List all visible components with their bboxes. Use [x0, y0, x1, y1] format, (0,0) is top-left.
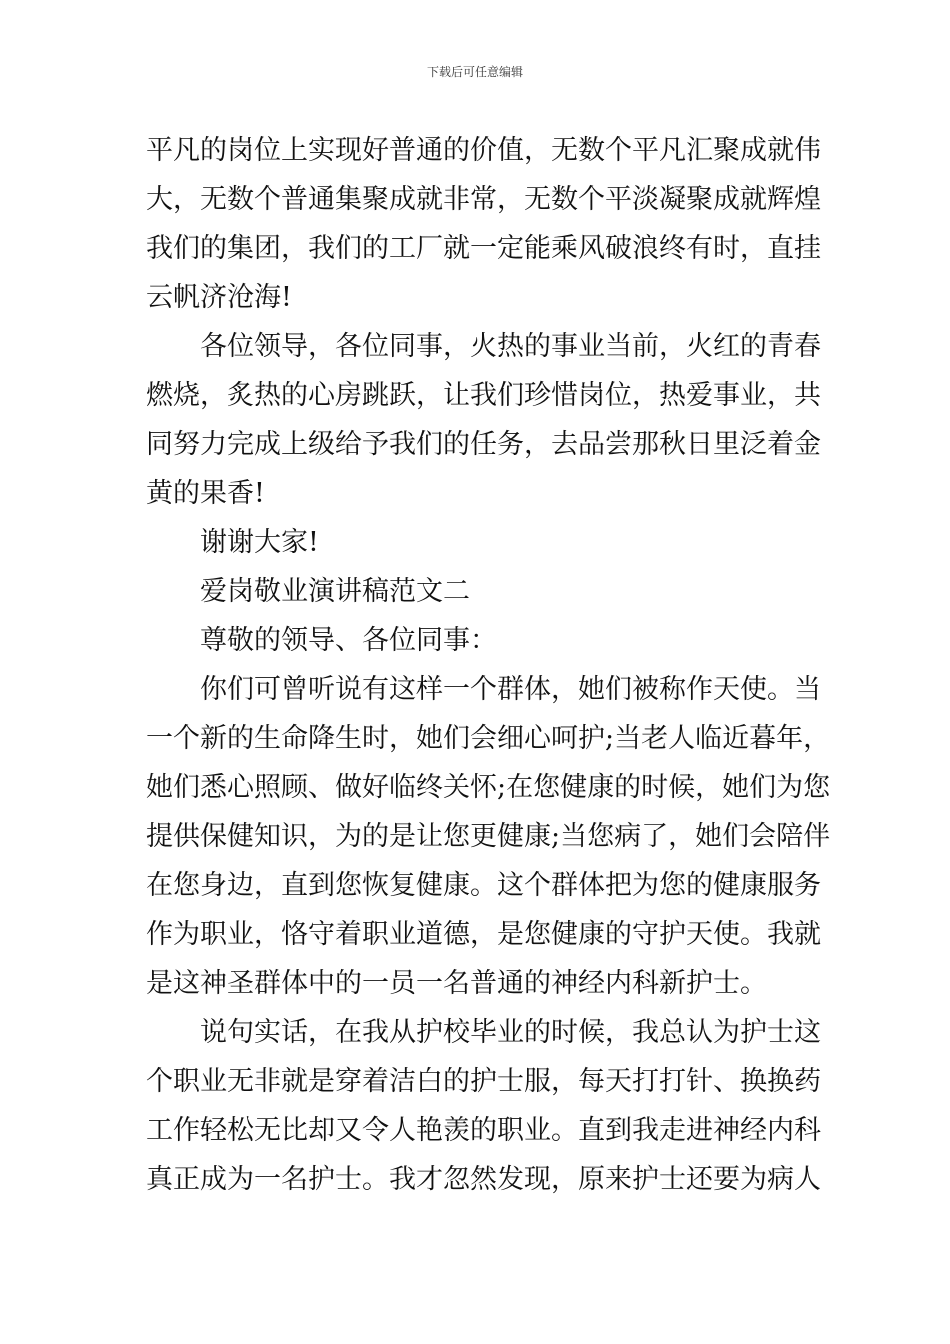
- text-line: 同努力完成上级给予我们的任务，去品尝那秋日里泛着金: [146, 429, 821, 460]
- text-line: 爱岗敬业演讲稿范文二: [200, 576, 470, 607]
- text-line: 作为职业，恪守着职业道德，是您健康的守护天使。我就: [146, 919, 821, 950]
- salutation: [146, 616, 808, 665]
- text-line: 尊敬的领导、各位同事：: [200, 625, 497, 656]
- document-body: [146, 126, 831, 1204]
- text-line: 燃烧，炙热的心房跳跃，让我们珍惜岗位，热爱事业，共: [146, 380, 821, 411]
- text-line: 云帆济沧海!: [146, 282, 292, 313]
- page-header: 下载后可任意编辑: [426, 65, 523, 79]
- text-line: 平凡的岗位上实现好普通的价值，无数个平凡汇聚成就伟: [146, 135, 821, 166]
- paragraph: [146, 1008, 821, 1204]
- paragraph: [146, 126, 821, 322]
- paragraph: [146, 665, 831, 1008]
- text-line: 大，无数个普通集聚成就非常，无数个平淡凝聚成就辉煌: [146, 184, 821, 215]
- text-line: 黄的果香!: [146, 478, 265, 509]
- text-line: 说句实话，在我从护校毕业的时候，我总认为护士这: [200, 1017, 821, 1048]
- text-line: 她们悉心照顾、做好临终关怀;在您健康的时候，她们为您: [146, 772, 831, 803]
- text-line: 各位领导，各位同事，火热的事业当前，火红的青春: [200, 331, 821, 362]
- text-line: 是这神圣群体中的一员一名普通的神经内科新护士。: [146, 968, 767, 999]
- text-line: 我们的集团，我们的工厂就一定能乘风破浪终有时，直挂: [146, 233, 821, 264]
- text-line: 工作轻松无比却又令人艳羡的职业。直到我走进神经内科: [146, 1115, 821, 1146]
- paragraph: [146, 518, 808, 567]
- text-line: 个职业无非就是穿着洁白的护士服，每天打打针、换换药: [146, 1066, 821, 1097]
- section-title: [146, 567, 808, 616]
- text-line: 在您身边，直到您恢复健康。这个群体把为您的健康服务: [146, 870, 821, 901]
- text-line: 谢谢大家!: [200, 527, 319, 558]
- text-line: 真正成为一名护士。我才忽然发现，原来护士还要为病人: [146, 1164, 821, 1195]
- text-line: 一个新的生命降生时，她们会细心呵护;当老人临近暮年，: [146, 723, 831, 754]
- text-line: 提供保健知识，为的是让您更健康;当您病了，她们会陪伴: [146, 821, 831, 852]
- text-line: 你们可曾听说有这样一个群体，她们被称作天使。当: [200, 674, 821, 705]
- paragraph: [146, 322, 821, 518]
